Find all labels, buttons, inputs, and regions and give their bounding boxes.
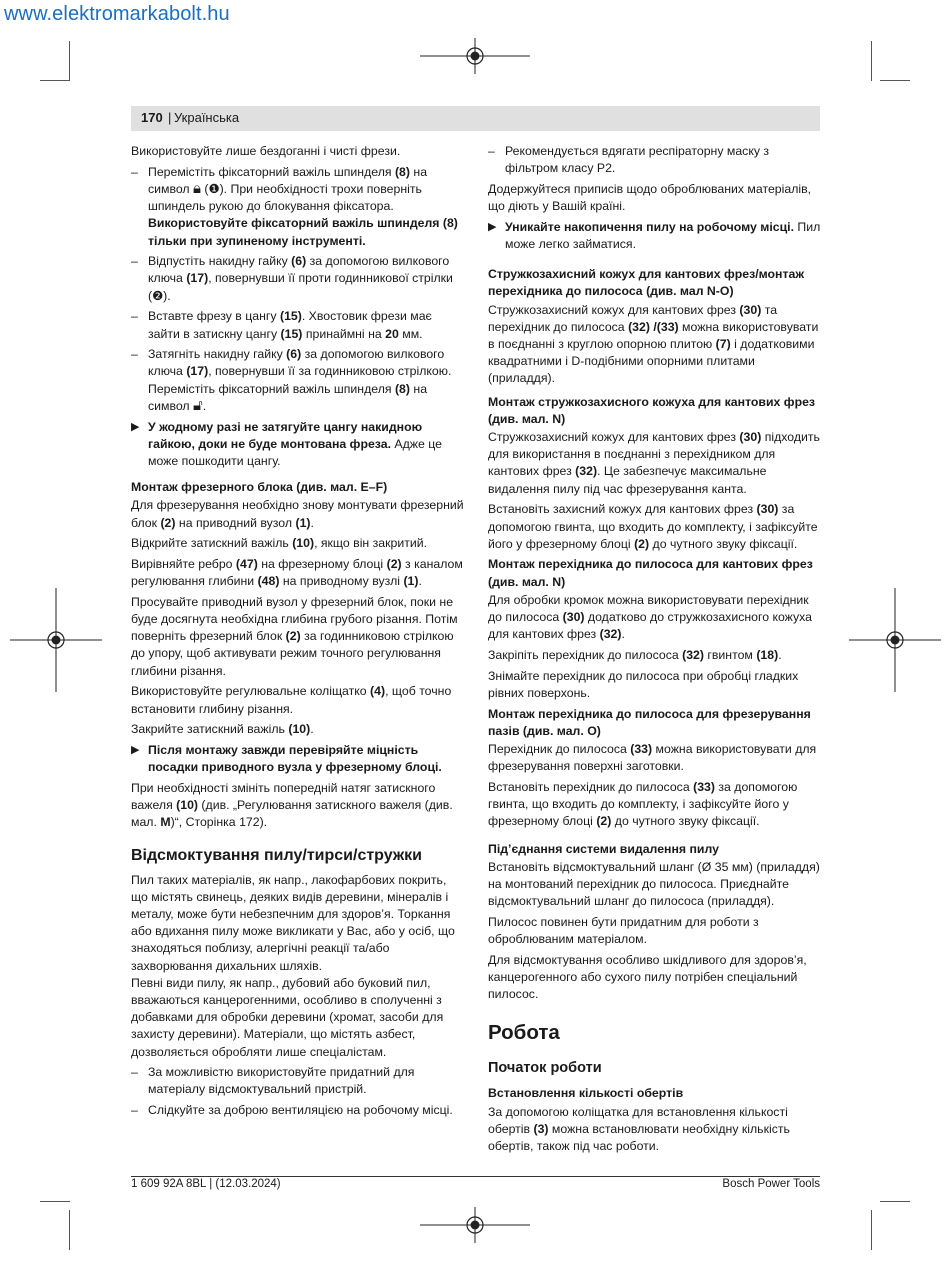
paragraph: Закріпіть перехідник до пилососа (32) гвинтом (18). — [488, 647, 782, 662]
paragraph: Перехідник до пилососа (33) можна використовувати для фрезерування поверхні заготовки. — [488, 742, 817, 774]
right-column — [488, 143, 822, 1159]
paragraph: Встановіть захисний кожух для кантових фрез (30) за допомогою гвинта, що входить до комплекту, і зафіксуйте його у фрезерному блоці (2) до чутного звуку фіксації. — [488, 502, 818, 551]
paragraph: Для фрезерування необхідно знову монтувати фрезерний блок (2) на приводний вузол (1). — [131, 498, 464, 530]
paragraph: Для обробки кромок можна використовувати перехідник до пилососа (30) додатково до стружкозахисного кожуха для кантових фрез (32). — [488, 592, 813, 642]
paragraph: При необхідності змініть попередній натяг затискного важеля (10) (див. „Регулювання затискного важеля (див. мал. M)“, Сторінка 172). — [131, 780, 453, 830]
page-header — [131, 106, 820, 131]
crop-mark — [871, 1210, 872, 1250]
list-item: – Слідкуйте за доброю вентиляцією на робочому місці. — [131, 1102, 464, 1119]
page-number: 170 — [141, 110, 163, 125]
paragraph: Використовуйте лише бездоганні і чисті фрези. — [131, 144, 401, 158]
header-separator: | — [168, 110, 172, 125]
list-item: – Рекомендується вдягати респіраторну маску з фільтром класу P2. — [488, 143, 822, 177]
paragraph: Знімайте перехідник до пилососа при обробці гладких рівних поверхонь. — [488, 668, 799, 700]
header-language: Українська — [174, 110, 240, 125]
paragraph: Використовуйте регулювальне коліщатко (4), щоб точно встановити глибину різання. — [131, 684, 452, 716]
warning-item: ▶ У жодному разі не затягуйте цангу накидною гайкою, доки не буде монтована фреза. Адже це може пошкодити цангу. — [131, 419, 443, 468]
list-item: – Вставте фрезу в цангу (15). Хвостовик фрези має зайти в затискну цангу (15) принаймні на 20 мм. — [131, 308, 464, 342]
section-heading: Стружкозахисний кожух для кантових фрез/монтаж перехідника до пилососа (див. мал N-O) — [488, 267, 805, 299]
crop-mark — [880, 80, 910, 81]
list-item: – Затягніть накидну гайку (6) за допомогою вилкового ключа (17), повернувши її за годинниковою стрілкою. Перемістіть фіксаторний важіль шпинделя (8) на символ 🔓︎. — [131, 346, 464, 415]
crop-mark — [40, 1201, 70, 1202]
section-heading: Монтаж стружкозахисного кожуха для кантових фрез (див. мал. N) — [488, 394, 816, 426]
paragraph: Стружкозахисний кожух для кантових фрез (30) підходить для використання в поєднанні з перехідником для кантових фрез (32). Це забезпечує максимальне видалення пилу під час фрезерування канта. — [488, 430, 820, 496]
paragraph: Стружкозахисний кожух для кантових фрез (30) та перехідник до пилососа (32) /(33) можна використовувати в поєднанні з круглою опорною плитою (7) і додатковими квадратними і D-подібними опорними плитами (приладдя). — [488, 302, 819, 386]
paragraph: Закрийте затискний важіль (10). — [131, 722, 314, 737]
footer-brand: Bosch Power Tools — [722, 1178, 820, 1190]
list-item: – Перемістіть фіксаторний важіль шпинделя (8) на символ 🔒︎ (❶). При необхідності трохи поверніть шпиндель рукою до блокування фіксатора. Використовуйте фіксаторний важіль шпинделя (8) тільки при зупиненому інструменті. — [131, 164, 464, 250]
figure-marker-1: ❶ — [208, 181, 220, 196]
warning-arrow-icon: ▶ — [131, 420, 140, 433]
crop-mark — [40, 80, 70, 81]
paragraph: За допомогою коліщатка для встановлення кількості обертів (3) можна встановлювати необхідну кількість обертів, також під час роботи. — [488, 1104, 790, 1153]
warning-item: ▶ Уникайте накопичення пилу на робочому місці. Пил може легко займатися. — [488, 219, 821, 252]
paragraph: Певні види пилу, як напр., дубовий або буковий пил, вважаються канцерогенними, особливо в сполученні з добавками для обробки деревини (хромат, засоби для захисту деревини). Матеріали, що містять азбест, дозволяється обробляти лише спеціалістам. — [131, 975, 444, 1059]
paragraph: Пил таких матеріалів, як напр., лакофарбових покрить, що містять свинець, деяких видів деревини, мінералів і металу, може бути небезпечним для здоров’я. Торкання або вдихання пилу може викликати у Вас, або у осіб, що знаходяться поблизу, алергічні реакції та/або захворювання дихальних шляхів. — [131, 872, 455, 973]
section-heading: Під’єднання системи видалення пилу — [488, 841, 719, 856]
registration-mark-top — [420, 38, 530, 74]
section-heading: Монтаж перехідника до пилососа для фрезерування пазів (див. мал. O) — [488, 706, 811, 738]
section-heading: Монтаж перехідника до пилососа для кантових фрез (див. мал. N) — [488, 557, 813, 589]
paragraph: Пилосос повинен бути придатним для роботи з оброблюваним матеріалом. — [488, 914, 759, 947]
lock-icon: 🔒︎ — [193, 179, 202, 197]
list-item: – За можливістю використовуйте придатний для матеріалу відсмоктувальний пристрій. — [131, 1064, 464, 1098]
paragraph: Додержуйтеся приписів щодо оброблюваних матеріалів, що діють у Вашій країні. — [488, 181, 812, 214]
footer-rule — [131, 1176, 820, 1177]
chapter-heading: Робота — [488, 1021, 560, 1045]
warning-arrow-icon: ▶ — [131, 744, 140, 756]
section-heading: Початок роботи — [488, 1060, 602, 1077]
list-item: – Відпустіть накидну гайку (6) за допомогою вилкового ключа (17), повернувши її проти годинникової стрілки (❷). — [131, 253, 464, 305]
crop-mark — [69, 1210, 70, 1250]
registration-mark-bottom — [420, 1207, 530, 1243]
paragraph: Встановіть перехідник до пилососа (33) за допомогою гвинта, що входить до комплекту, і зафіксуйте його у фрезерному блоці (2) до чутного звуку фіксації. — [488, 779, 798, 829]
paragraph: Вирівняйте ребро (47) на фрезерному блоці (2) з каналом регулювання глибини (48) на приводному вузлі (1). — [131, 556, 463, 589]
registration-mark-left — [10, 588, 102, 692]
section-heading: Відсмоктування пилу/тирси/стружки — [131, 846, 423, 864]
crop-mark — [871, 41, 872, 81]
registration-mark-right — [849, 588, 941, 692]
crop-mark — [69, 41, 70, 81]
footer-document-id: 1 609 92A 8BL | (12.03.2024) — [131, 1178, 281, 1190]
warning-arrow-icon: ▶ — [488, 220, 497, 233]
website-watermark[interactable]: www.elektromarkabolt.hu — [4, 3, 230, 25]
paragraph: Для відсмоктування особливо шкідливого для здоров’я, канцерогенного або сухого пилу потрібен спеціальний пилосос. — [488, 952, 807, 1002]
left-column — [131, 143, 464, 1123]
paragraph: Встановіть відсмоктувальний шланг (Ø 35 мм) (приладдя) на монтований перехідник до пилососа. Приєднайте відсмоктувальний шланг до пилососа (приладдя). — [488, 859, 820, 909]
warning-item: ▶ Після монтажу завжди перевіряйте міцність посадки приводного вузла у фрезерному блоці. — [131, 743, 442, 775]
paragraph: Відкрийте затискний важіль (10), якщо він закритий. — [131, 536, 427, 551]
figure-marker-2: ❷ — [152, 288, 164, 303]
unlock-icon: 🔓︎ — [193, 396, 203, 414]
paragraph: Просувайте приводний вузол у фрезерний блок, поки не буде досягнута необхідна глибина грубого різання. Потім поверніть фрезерний блок (2) за годинниковою стрілкою до упору, щоб активувати режим точного регулювання глибини різання. — [131, 594, 458, 678]
section-heading: Встановлення кількості обертів — [488, 1086, 684, 1101]
crop-mark — [880, 1201, 910, 1202]
section-heading: Монтаж фрезерного блока (див. мал. E–F) — [131, 480, 388, 495]
